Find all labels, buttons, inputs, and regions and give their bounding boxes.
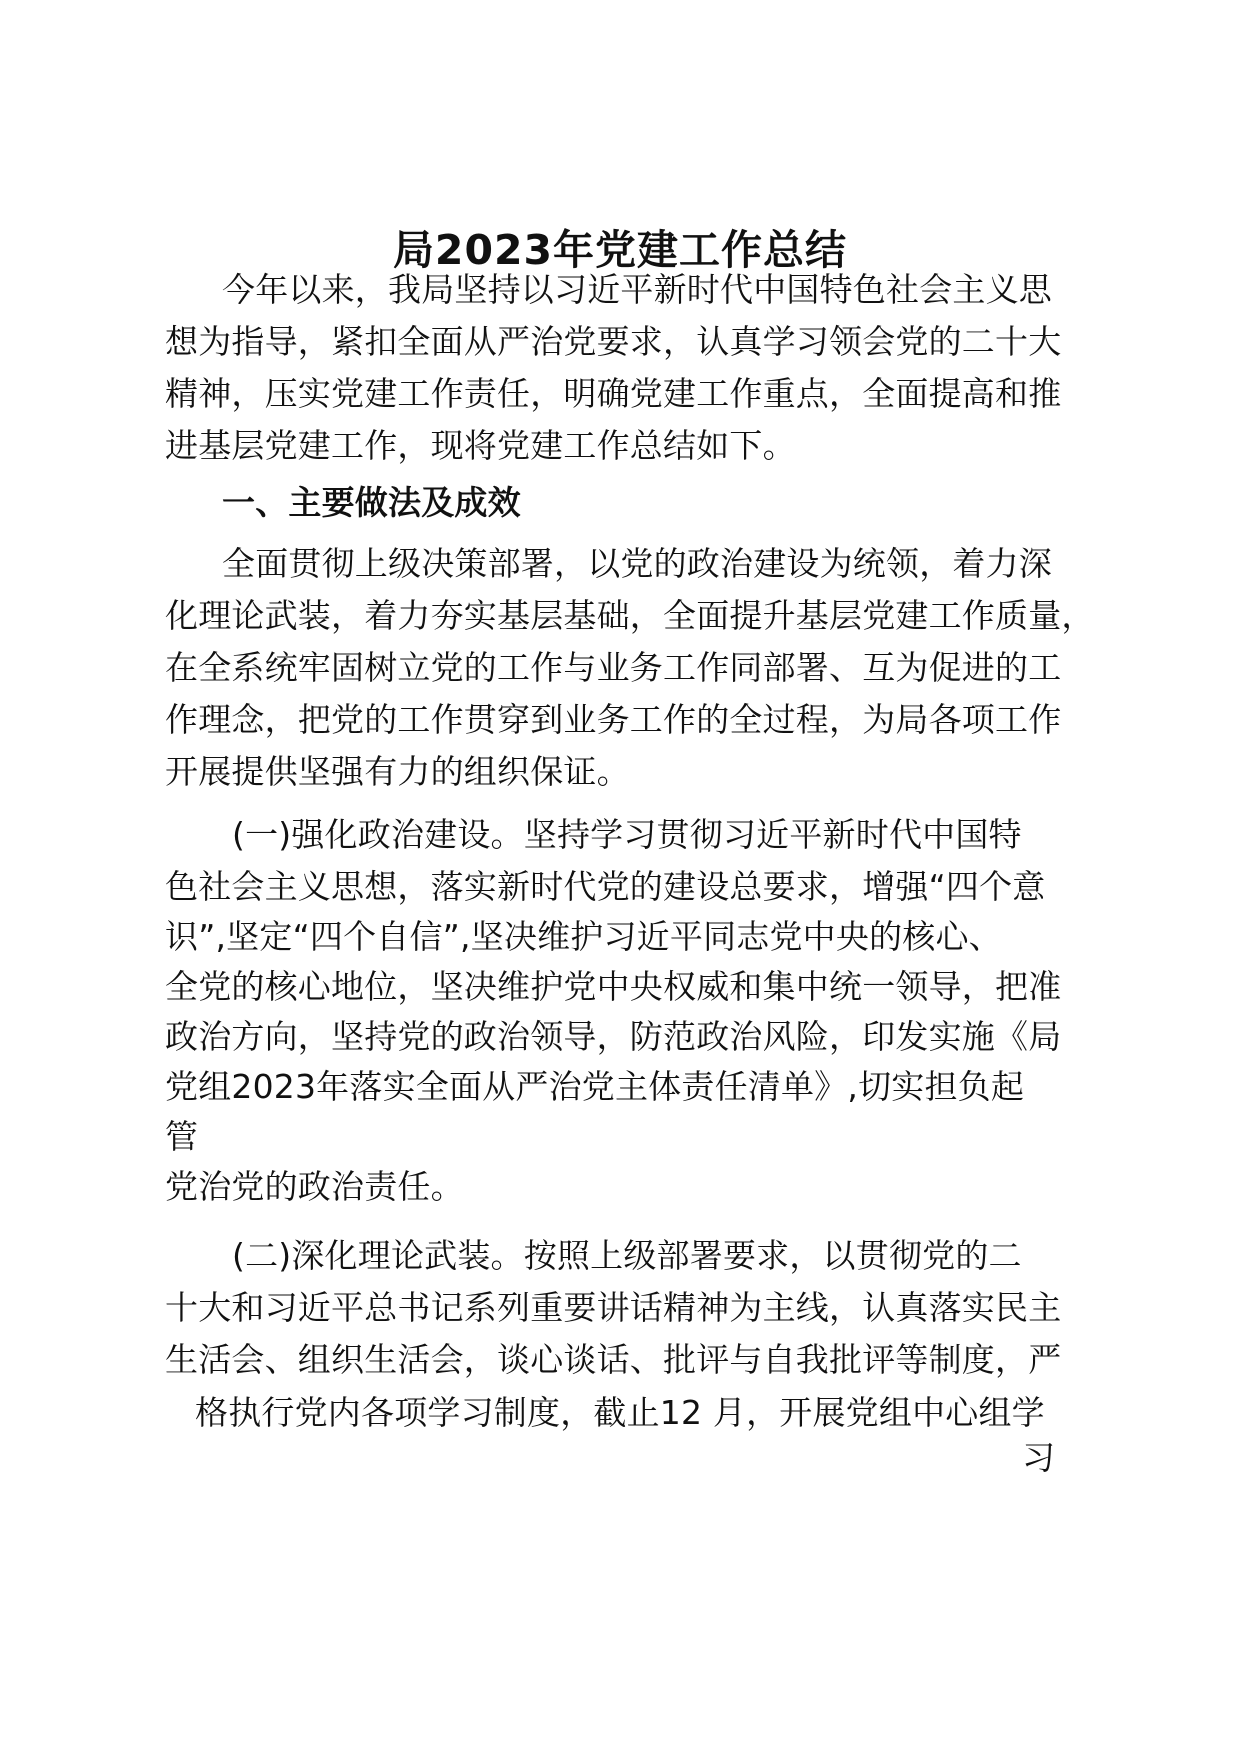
- paragraph-line: (一)强化政治建设。坚持学习贯彻习近平新时代中国特: [232, 815, 1022, 854]
- paragraph-line: 识”,坚定“四个自信”,坚决维护习近平同志党中央的核心、: [165, 917, 1002, 956]
- paragraph-line: 党组2023年落实全面从严治党主体责任清单》,切实担负起: [165, 1067, 1025, 1106]
- paragraph-line: 十大和习近平总书记系列重要讲话精神为主线，认真落实民主: [165, 1288, 1062, 1327]
- paragraph-line: 生活会、组织生活会，谈心谈话、批评与自我批评等制度，严: [165, 1340, 1062, 1379]
- paragraph-line: 精神，压实党建工作责任，明确党建工作重点，全面提高和推: [165, 374, 1062, 413]
- paragraph-line: 格执行党内各项学习制度，截止12 月，开展党组中心组学: [195, 1393, 1045, 1432]
- paragraph-line: 习: [1022, 1438, 1056, 1477]
- paragraph-line: 色社会主义思想，落实新时代党的建设总要求，增强“四个意: [165, 867, 1046, 906]
- paragraph-line: 管: [165, 1117, 199, 1156]
- paragraph-line: 化理论武装，着力夯实基层基础，全面提升基层党建工作质量，: [165, 596, 1095, 635]
- paragraph-line: (二)深化理论武装。按照上级部署要求，以贯彻党的二: [232, 1236, 1022, 1275]
- paragraph-line: 在全系统牢固树立党的工作与业务工作同部署、互为促进的工: [165, 648, 1062, 687]
- paragraph-line: 全党的核心地位，坚决维护党中央权威和集中统一领导，把准: [165, 967, 1062, 1006]
- paragraph-line: 开展提供坚强有力的组织保证。: [165, 752, 630, 791]
- paragraph-line: 进基层党建工作，现将党建工作总结如下。: [165, 426, 796, 465]
- paragraph-line: 政治方向，坚持党的政治领导，防范政治风险，印发实施《局: [165, 1017, 1062, 1056]
- paragraph-line: 作理念，把党的工作贯穿到业务工作的全过程，为局各项工作: [165, 700, 1062, 739]
- paragraph-line: 想为指导，紧扣全面从严治党要求，认真学习领会党的二十大: [165, 322, 1062, 361]
- paragraph-line: 今年以来，我局坚持以习近平新时代中国特色社会主义思: [222, 270, 1052, 309]
- paragraph-line: 全面贯彻上级决策部署，以党的政治建设为统领，着力深: [222, 544, 1052, 583]
- document-title: 局2023年党建工作总结: [392, 226, 848, 274]
- paragraph-line: 党治党的政治责任。: [165, 1167, 464, 1206]
- section-heading: 一、主要做法及成效: [222, 483, 521, 522]
